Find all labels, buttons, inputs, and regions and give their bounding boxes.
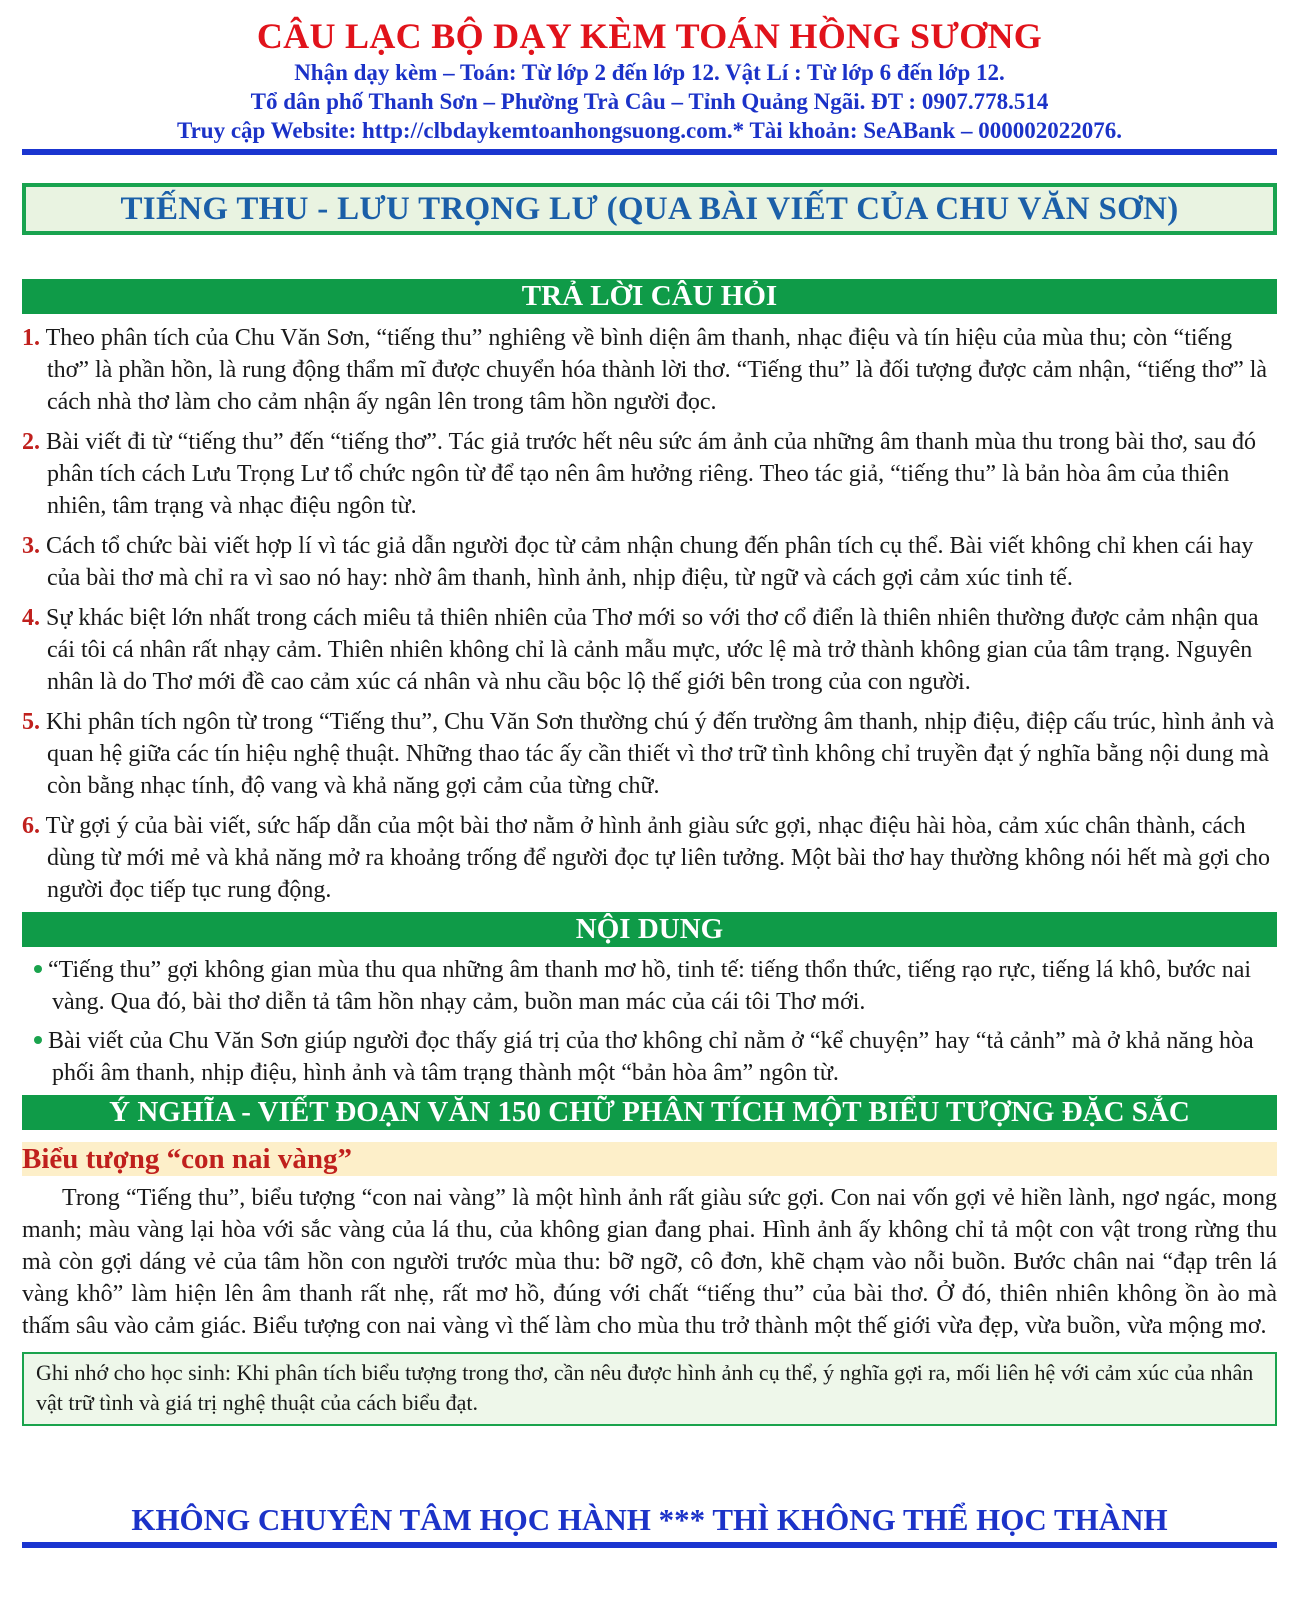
header-website: Truy cập Website: http://clbdaykemtoanhongsuong.com.* Tài khoản: SeABank – 000002022076. [176, 118, 1123, 143]
qa-item [22, 426, 1277, 522]
header-address: Tổ dân phố Thanh Sơn – Phường Trà Câu – Tỉnh Quảng Ngãi. ĐT : 0907.778.514 [250, 89, 1049, 114]
qa-list [22, 322, 1277, 906]
document-title-box [22, 183, 1277, 235]
bullet-item [22, 1025, 1277, 1089]
qa-number: 4. [22, 605, 40, 631]
bullet-item [22, 954, 1277, 1018]
qa-item [22, 706, 1277, 802]
qa-number: 1. [22, 325, 40, 351]
qa-number: 3. [22, 533, 40, 559]
qa-answer: Khi phân tích ngôn từ trong “Tiếng thu”, Chu Văn Sơn thường chú ý đến trường âm thanh, nhịp điệu, điệp cấu trúc, hình ảnh và quan hệ giữa các tín hiệu nghệ thuật. Những thao tác ấy cần thiết vì thơ trữ tình không chỉ truyền đạt ý nghĩa bằng nội dung mà còn bằng nhạc tính, độ vang và khả năng gợi cảm của từng chữ. [46, 709, 1275, 799]
symbol-subheading: Biểu tượng “con nai vàng” [22, 1142, 1277, 1176]
qa-answer: Cách tổ chức bài viết hợp lí vì tác giả dẫn người đọc từ cảm nhận chung đến phân tích cụ thể. Bài viết không chỉ khen cái hay của bài thơ mà chỉ ra vì sao nó hay: nhờ âm thanh, hình ảnh, nhịp điệu, từ ngữ và cách gợi cảm xúc tinh tế. [46, 533, 1254, 591]
section-heading-meaning: Ý NGHĨA - VIẾT ĐOẠN VĂN 150 CHỮ PHÂN TÍCH MỘT BIỂU TƯỢNG ĐẶC SẮC [22, 1095, 1277, 1130]
qa-answer: Theo phân tích của Chu Văn Sơn, “tiếng thu” nghiêng về bình diện âm thanh, nhạc điệu và tín hiệu của mùa thu; còn “tiếng thơ” là phần hồn, là rung động thẩm mĩ được chuyển hóa thành lời thơ. “Tiếng thu” là đối tượng được cảm nhận, “tiếng thơ” là cách nhà thơ làm cho cảm nhận ấy ngân lên trong tâm hồn người đọc. [45, 325, 1268, 415]
qa-number: 5. [22, 709, 40, 735]
analysis-paragraph: Trong “Tiếng thu”, biểu tượng “con nai vàng” là một hình ảnh rất giàu sức gợi. Con nai vốn gợi vẻ hiền lành, ngơ ngác, mong manh; màu vàng lại hòa với sắc vàng của lá thu, của không gian đang phai. Hình ảnh ấy không chỉ tả một con vật trong rừng thu mà còn gợi dáng vẻ của tâm hồn con người trước mùa thu: bỡ ngỡ, cô đơn, khẽ chạm vào nỗi buồn. Bước chân nai “đạp trên lá vàng khô” làm hiện lên âm thanh rất nhẹ, rất mơ hồ, đúng với chất “tiếng thu” của bài thơ. Ở đó, thiên nhiên không ồn ào mà thấm sâu vào cảm giác. Biểu tượng con nai vàng vì thế làm cho mùa thu trở thành một thế giới vừa đẹp, vừa buồn, vừa mộng mơ. [22, 1185, 1277, 1339]
qa-number: 6. [22, 813, 40, 839]
bullet-text: Bài viết của Chu Văn Sơn giúp người đọc thấy giá trị của thơ không chỉ nằm ở “kể chuyện” hay “tả cảnh” mà ở khả năng hòa phối âm thanh, nhịp điệu, hình ảnh và tâm trạng thành một “bản hòa âm” ngôn từ. [48, 1028, 1254, 1086]
bullet-text: “Tiếng thu” gợi không gian mùa thu qua những âm thanh mơ hồ, tinh tế: tiếng thổn thức, tiếng rạo rực, tiếng lá khô, bước nai vàng. Qua đó, bài thơ diễn tả tâm hồn nhạy cảm, buồn man mác của cái tôi Thơ mới. [48, 957, 1252, 1015]
footer [22, 1500, 1277, 1548]
bullet-dot-icon [34, 1036, 42, 1044]
qa-number: 2. [22, 429, 40, 455]
club-title: CÂU LẠC BỘ DẠY KÈM TOÁN HỒNG SƯƠNG [256, 16, 1043, 56]
footer-motto: KHÔNG CHUYÊN TÂM HỌC HÀNH *** THÌ KHÔNG THỂ HỌC THÀNH [131, 1502, 1168, 1537]
header [22, 14, 1277, 155]
qa-item [22, 322, 1277, 418]
student-note-box: Ghi nhớ cho học sinh: Khi phân tích biểu tượng trong thơ, cần nêu được hình ảnh cụ thể, ý nghĩa gợi ra, mối liên hệ với cảm xúc của nhân vật trữ tình và giá trị nghệ thuật của cách biểu đạt. [22, 1352, 1277, 1426]
qa-answer: Bài viết đi từ “tiếng thu” đến “tiếng thơ”. Tác giả trước hết nêu sức ám ảnh của những âm thanh mùa thu trong bài thơ, sau đó phân tích cách Lưu Trọng Lư tổ chức ngôn từ để tạo nên âm hưởng riêng. Theo tác giả, “tiếng thu” là bản hòa âm của thiên nhiên, tâm trạng và nhạc điệu ngôn từ. [46, 429, 1257, 519]
bullet-dot-icon [34, 965, 42, 973]
qa-answer: Sự khác biệt lớn nhất trong cách miêu tả thiên nhiên của Thơ mới so với thơ cổ điển là thiên nhiên thường được cảm nhận qua cái tôi cá nhân rất nhạy cảm. Thiên nhiên không chỉ là cảnh mẫu mực, ước lệ mà trở thành không gian của tâm trạng. Nguyên nhân là do Thơ mới đề cao cảm xúc cá nhân và nhu cầu bộc lộ thế giới bên trong của con người. [46, 605, 1259, 695]
qa-item [22, 530, 1277, 594]
footer-divider [22, 1542, 1277, 1548]
qa-answer: Từ gợi ý của bài viết, sức hấp dẫn của một bài thơ nằm ở hình ảnh giàu sức gợi, nhạc điệu hài hòa, cảm xúc chân thành, cách dùng từ mới mẻ và khả năng mở ra khoảng trống để người đọc tự liên tưởng. Một bài thơ hay thường không nói hết mà gợi cho người đọc tiếp tục rung động. [45, 813, 1271, 903]
document-title: TIẾNG THU - LƯU TRỌNG LƯ (QUA BÀI VIẾT CỦA CHU VĂN SƠN) [120, 190, 1179, 227]
qa-item [22, 602, 1277, 698]
section-heading-qa: TRẢ LỜI CÂU HỎI [22, 279, 1277, 314]
section-heading-content: NỘI DUNG [22, 912, 1277, 947]
document-page [22, 14, 1277, 1426]
header-divider [22, 149, 1277, 155]
qa-item [22, 810, 1277, 906]
header-services: Nhận dạy kèm – Toán: Từ lớp 2 đến lớp 12. Vật Lí : Từ lớp 6 đến lớp 12. [294, 60, 1005, 85]
content-bullets [22, 954, 1277, 1089]
